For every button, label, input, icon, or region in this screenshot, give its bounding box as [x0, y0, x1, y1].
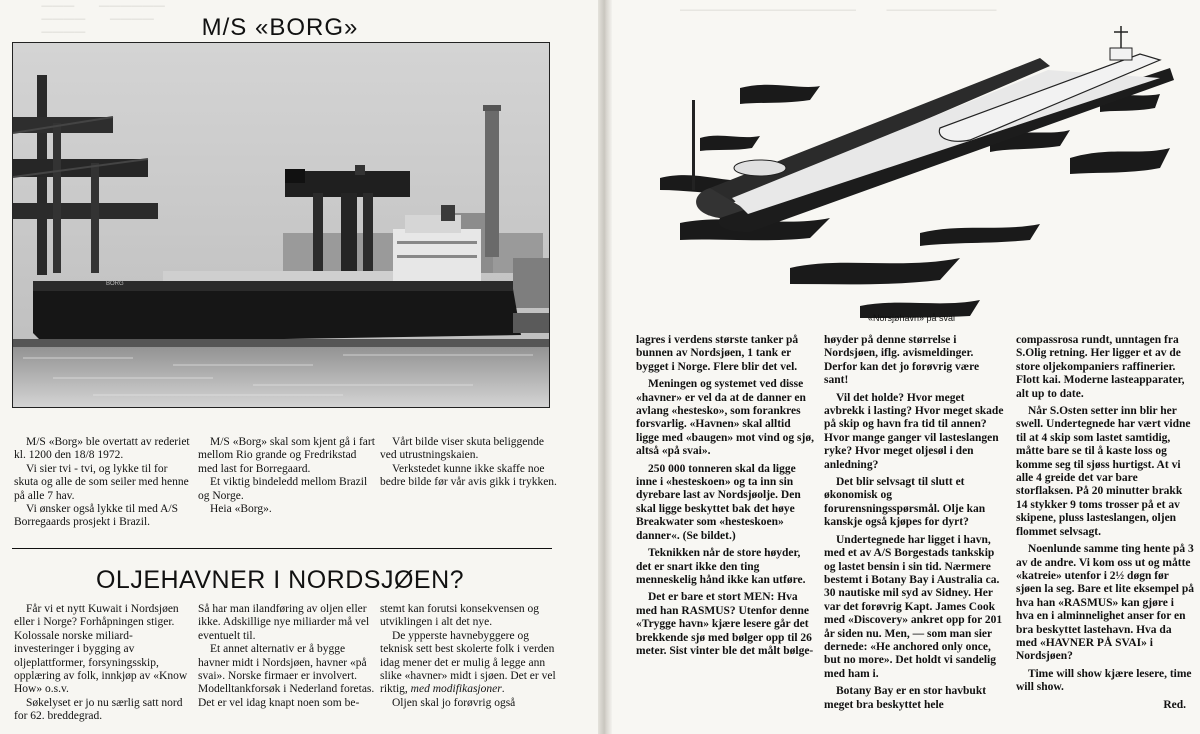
paragraph: Heia «Borg». — [210, 503, 272, 516]
italic-phrase: med modifikasjoner — [410, 683, 502, 696]
paragraph: Botany Bay er en stor havbukt meget bra beskyttet hele — [824, 685, 987, 711]
paragraph: De ypperste havnebyggere og teknisk sett best skolerte folk i verden idag mener det er mulig å legge ann slike «havner» midt i sjøen. Det er vel riktig, med modifikasjoner. — [380, 629, 556, 696]
paragraph: Et annet alternativ er å bygge havner midt i Nordsjøen, havner «på svai». Norske firmaer er involvert. Modelltankforsøk i Nederland foretas. Det er vel idag knapt noen som be- — [198, 643, 375, 709]
paragraph: Teknikken når de store høyder, det er snart ikke den ting menneskelig hånd ikke kan utføre. — [636, 547, 806, 586]
paragraph: 250 000 tonneren skal da ligge inne i «hesteskoen» og ta inn sin dyrebare last av Nordsjøolje. Den skal ligge beskyttet bak det høye Breakwater som «hesteskoen» danner«. (Se bildet.) — [636, 462, 801, 542]
paragraph: Får vi et nytt Kuwait i Nordsjøen eller i Norge? Forhåpningen stiger. Kolossale norske miliard-investeringer i bygging av oljeplattformer, forsyningsskip, opplæring av folk, innkjøp av «Know How» o.s.v. — [14, 603, 188, 696]
paragraph: Vil det holde? Hvor meget avbrekk i lasting? Hvor meget skade på skip og havn fra tid til annen? Hvor mange ganger vil lasteslangen ryke? Hvor meget oljesøl i den anledning? — [824, 391, 1004, 471]
signature: Red. — [1163, 698, 1186, 711]
section-divider — [12, 548, 552, 549]
paragraph: Verkstedet kunne ikke skaffe noe bedre bilde før vår avis gikk i trykken. — [380, 462, 557, 489]
borg-column-2 — [198, 436, 378, 516]
paragraph: Så har man ilandføring av oljen eller ikke. Adskillige nye miliarder må vel eventuelt til. — [198, 603, 370, 642]
harbour-illustration — [640, 18, 1180, 318]
paragraph: Når S.Osten setter inn blir her swell. Undertegnede har vært vidne til at 4 skip som lastet samtidig, måtte bare se til å kaste loss og komme seg til sjøss hurtigst. At vi alle 4 greide det var bare storflaksen. På 20 minutter brakk 14 stykker 9 toms trosser på et av skipene, pluss lasteslangen, oljen flommet selvsagt. — [1016, 405, 1191, 538]
right-column-3 — [1016, 334, 1194, 712]
illustration-caption: «Norsjøhavn» på svai — [868, 313, 956, 323]
paragraph: Et viktig bindeledd mellom Brazil og Norge. — [198, 476, 368, 502]
paragraph: Vårt bilde viser skuta beliggende ved utrustningskaien. — [380, 436, 545, 462]
paragraph: M/S «Borg» ble overtatt av rederiet kl. 1200 den 18/8 1972. — [14, 436, 190, 462]
paragraph: Time will show kjære lesere, time will show. — [1016, 667, 1192, 694]
paragraph: Søkelyset er jo nu særlig satt nord for 62. breddegrad. — [14, 696, 183, 723]
borg-column-1 — [14, 436, 194, 530]
show-through-text: ——— —————— ———— ———— ———— — [41, 0, 165, 38]
paragraph: Oljen skal jo forøvrig også — [392, 696, 516, 709]
paragraph: Det er bare et stort MEN: Hva med han RASMUS? Utenfor denne «Trygge havn» kjære lesere går det brekkende sjø med bølger opp til 26 meter. Sist vinter ble det målt bølge- — [636, 591, 814, 657]
paragraph: Vi ønsker også lykke til med A/S Borregaards prosjekt i Brazil. — [14, 503, 178, 529]
paragraph: Vi sier tvi - tvi, og lykke til for skuta og alle de som seiler med henne på alle 7 hav. — [14, 462, 189, 502]
borg-column-3 — [380, 436, 558, 490]
paragraph: høyder på denne størrelse i Nordsjøen, iflg. avismeldinger. Derfor kan det jo forøvrig være sant! — [824, 334, 980, 387]
paragraph: M/S «Borg» skal som kjent gå i fart mellom Rio grande og Fredrikstad med last for Borregaard. — [198, 436, 375, 475]
ship-photo — [12, 42, 550, 408]
paragraph: lagres i verdens største tanker på bunnen av Nordsjøen, 1 tank er bygget i Norge. Flere blir det vel. — [636, 334, 799, 373]
paragraph: stemt kan forutsi konsekvensen og utviklingen i alt det nye. — [380, 603, 540, 629]
olje-column-2 — [198, 603, 376, 710]
right-column-2 — [824, 334, 1004, 712]
article-title-oljehavner: OLJEHAVNER I NORDSJØEN? — [95, 566, 465, 594]
page-gutter — [598, 0, 612, 734]
paragraph: Meningen og systemet ved disse «havner» er vel da at de danner en avlang «hestesko», som forankres forsvarlig. «Havnen» skal alltid ligge med «baugen» mot vind og sjø, altså «på svai». — [636, 378, 814, 458]
paragraph: Det blir selvsagt til slutt et økonomisk og forurensningsspørsmål. Olje kan kanskje også kjøpes for dyrt? — [824, 476, 986, 529]
paragraph: Noenlunde samme ting hente på 3 av de andre. Vi kom oss ut og måtte «katreie» utenfor i 2½ døgn før sjøen la seg. Bare et lite eksempel på hva han «RASMUS» kan gjøre i hva en i alminnelighet anser for en bra beskyttet lastehavn. Hva da med «HAVNER PÅ SVAI» i Nordsjøen? — [1016, 543, 1195, 663]
show-through-text-right: ———————————————— —————————— — [680, 4, 997, 16]
paragraph: compassrosa rundt, unntagen fra S.Olig retning. Her ligger et av de store oljekompaniers raffinerier. Flott kai. Moderne lasteapparater, alt up to date. — [1016, 334, 1185, 400]
ship-hull-name: BORG — [106, 281, 124, 287]
olje-column-3 — [380, 603, 558, 710]
paragraph: Undertegnede har ligget i havn, med et av A/S Borgestads tankskip og lastet bensin i sin tid. Nærmere bestemt i Botany Bay i Australia ca. 30 nautiske mil syd av Sidney. Her var det forøvrig Kapt. James Cook med «Discovery» ankret opp for 201 år siden nu. Men, — som man sier dernede: «He anchored only once, but no more». Det holdt vi sandelig med ham i. — [824, 533, 1003, 680]
article-title-borg: M/S «BORG» — [201, 14, 359, 41]
olje-column-1 — [14, 603, 192, 724]
right-column-1 — [636, 334, 816, 658]
